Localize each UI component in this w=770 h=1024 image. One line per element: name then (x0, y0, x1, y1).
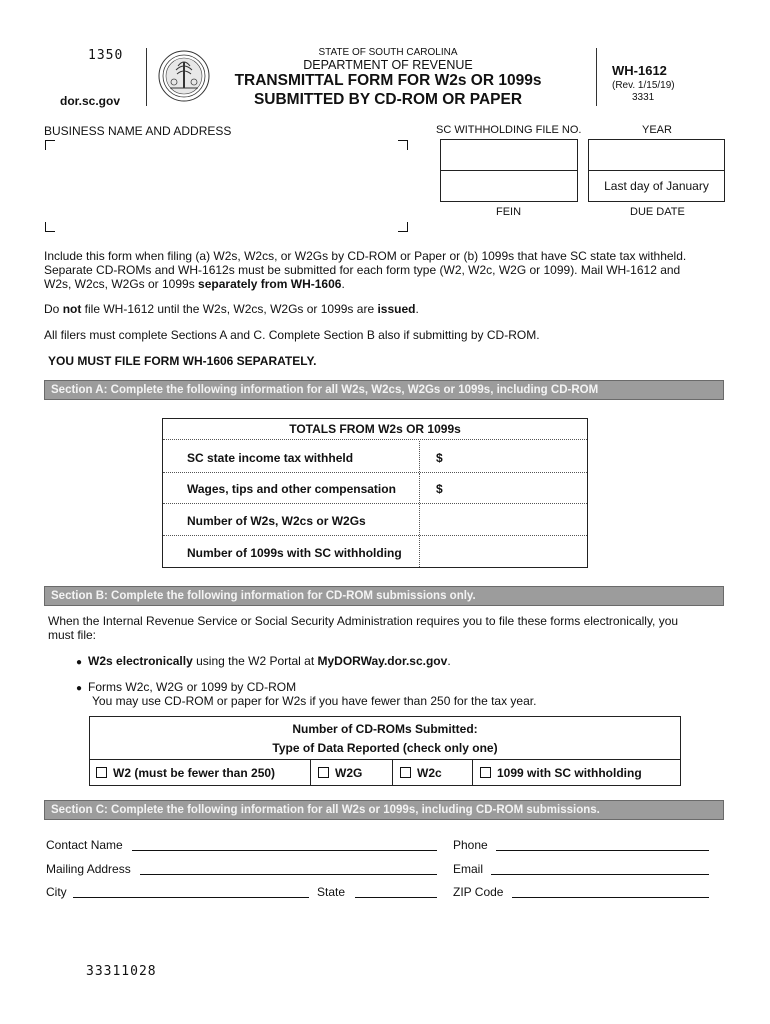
footer-form-code: 33311028 (86, 964, 157, 979)
form-title-line1: TRANSMITTAL FORM FOR W2s OR 1099s (234, 72, 542, 89)
option-w2g[interactable] (318, 766, 362, 780)
totals-row-w2-count (163, 504, 587, 536)
department-name: DEPARTMENT OF REVENUE (303, 58, 473, 72)
bullet-icon: ● (76, 657, 83, 668)
contact-name-label: Contact Name (46, 838, 123, 852)
business-name-label: BUSINESS NAME AND ADDRESS (44, 124, 232, 138)
state-name: STATE OF SOUTH CAROLINA (318, 47, 458, 58)
due-date-label: DUE DATE (630, 206, 685, 218)
totals-row-label: SC state income tax withheld (187, 451, 354, 465)
mydorway-link[interactable]: MyDORWay.dor.sc.gov (317, 654, 448, 668)
zip-field[interactable] (512, 897, 709, 898)
business-address-field[interactable] (58, 144, 394, 220)
withholding-file-field[interactable] (440, 139, 578, 171)
section-b-header: Section B: Complete the following information for CD-ROM submissions only. (44, 586, 724, 606)
form-title-line2: SUBMITTED BY CD-ROM OR PAPER (253, 91, 523, 108)
option-1099-label: 1099 with SC withholding (497, 766, 642, 780)
totals-row-tax-withheld (163, 441, 587, 473)
instructions-line-3-end: . (341, 277, 345, 291)
option-1099[interactable] (480, 766, 642, 780)
p2-text-a: Do (44, 302, 63, 316)
checkbox-icon[interactable] (318, 767, 329, 778)
header-divider-left (146, 48, 147, 106)
year-field[interactable] (588, 139, 725, 171)
address-corner-top-right (398, 140, 408, 150)
options-row (90, 759, 680, 786)
must-file-notice: YOU MUST FILE FORM WH-1606 SEPARATELY. (48, 354, 317, 368)
fein-label: FEIN (496, 206, 522, 218)
form-number: WH-1612 (612, 63, 667, 78)
totals-table-title: TOTALS FROM W2s OR 1099s (163, 419, 587, 440)
contact-name-field[interactable] (132, 850, 437, 851)
cd-rom-box (89, 716, 681, 786)
totals-row-value[interactable] (419, 473, 588, 503)
mailing-address-field[interactable] (140, 874, 437, 875)
separately-note: separately from WH-1606 (198, 277, 342, 291)
year-label: YEAR (642, 124, 672, 136)
phone-label: Phone (453, 838, 488, 852)
checkbox-icon[interactable] (96, 767, 107, 778)
option-w2g-label: W2G (335, 766, 363, 780)
section-b-intro-line-1: When the Internal Revenue Service or Social Security Administration requires you to file these forms electronically, you (48, 614, 679, 628)
bullet2-line-1: Forms W2c, W2G or 1099 by CD-ROM (88, 680, 297, 694)
section-c-header: Section C: Complete the following information for all W2s or 1099s, including CD-ROM submissions. (44, 800, 724, 820)
instructions-line-1: Include this form when filing (a) W2s, W2cs, or W2Gs by CD-ROM or Paper or (b) 1099s that have SC state tax withheld. (44, 249, 687, 263)
header-divider-right (596, 48, 597, 106)
dollar-sign: $ (436, 482, 443, 496)
instructions-line-3 (44, 277, 734, 291)
p2-text-b: file WH-1612 until the W2s, W2cs, W2Gs or 1099s are (81, 302, 378, 316)
instructions-paragraph-2 (44, 302, 419, 316)
bullet1-end: . (447, 654, 451, 668)
p2-bold-issued: issued (377, 302, 416, 316)
totals-row-wages (163, 473, 587, 504)
state-field[interactable] (355, 897, 437, 898)
dollar-sign: $ (436, 451, 443, 465)
address-corner-top-left (45, 140, 55, 150)
totals-row-label: Number of W2s, W2cs or W2Gs (187, 514, 366, 528)
state-seal (158, 50, 210, 102)
city-label: City (46, 885, 67, 899)
data-type-label: Type of Data Reported (check only one) (272, 741, 498, 755)
address-corner-bottom-right (398, 222, 408, 232)
phone-field[interactable] (496, 850, 709, 851)
form-id: 3331 (632, 92, 655, 103)
checkbox-icon[interactable] (480, 767, 491, 778)
option-w2[interactable] (96, 766, 275, 780)
bullet-icon: ● (76, 683, 83, 694)
due-date-value: Last day of January (604, 179, 709, 193)
totals-row-value[interactable] (419, 536, 588, 567)
totals-row-label: Number of 1099s with SC withholding (187, 546, 402, 560)
bullet-w2-electronic (76, 654, 451, 670)
option-divider (392, 760, 393, 786)
instructions-line-2: Separate CD-ROMs and WH-1612s must be submitted for each form type (W2, W2c, W2G or 1099). Mail WH-1612 and (44, 263, 681, 277)
totals-row-value[interactable] (419, 441, 588, 472)
email-label: Email (453, 862, 484, 876)
option-divider (472, 760, 473, 786)
form-revision: (Rev. 1/15/19) (612, 80, 675, 91)
bullet2-line-2: You may use CD-ROM or paper for W2s if you have fewer than 250 for the tax year. (92, 694, 537, 708)
option-w2c-label: W2c (417, 766, 442, 780)
checkbox-icon[interactable] (400, 767, 411, 778)
state-label: State (317, 885, 346, 899)
option-w2-label: W2 (must be fewer than 250) (113, 766, 276, 780)
totals-row-label: Wages, tips and other compensation (187, 482, 396, 496)
section-a-header: Section A: Complete the following information for all W2s, W2cs, W2Gs or 1099s, including CD-ROM (44, 380, 724, 400)
p2-text-c: . (415, 302, 419, 316)
website: dor.sc.gov (60, 94, 121, 108)
city-field[interactable] (73, 897, 309, 898)
bullet1-text: using the W2 Portal at (192, 654, 318, 668)
fein-field[interactable] (440, 170, 578, 202)
totals-table (162, 418, 588, 568)
email-field[interactable] (491, 874, 709, 875)
w2-electronically: W2s electronically (88, 654, 193, 668)
zip-label: ZIP Code (453, 885, 504, 899)
totals-row-1099-count (163, 536, 587, 567)
section-b-intro-line-2: must file: (48, 628, 97, 642)
form-code: 1350 (88, 48, 124, 63)
instructions-paragraph-1 (44, 249, 734, 291)
option-w2c[interactable] (400, 766, 442, 780)
instructions-paragraph-3: All filers must complete Sections A and C. Complete Section B also if submitting by CD-ROM. (44, 328, 540, 342)
mailing-address-label: Mailing Address (46, 862, 131, 876)
instructions-line-3-text: W2s, W2cs, W2Gs or 1099s (44, 277, 199, 291)
p2-bold-not: not (62, 302, 82, 316)
cd-rom-count-label: Number of CD-ROMs Submitted: (292, 722, 478, 736)
section-b-intro (48, 614, 728, 642)
address-corner-bottom-left (45, 222, 55, 232)
totals-row-value[interactable] (419, 504, 588, 535)
option-divider (310, 760, 311, 786)
due-date-box (588, 170, 725, 202)
withholding-file-label: SC WITHHOLDING FILE NO. (436, 124, 582, 136)
